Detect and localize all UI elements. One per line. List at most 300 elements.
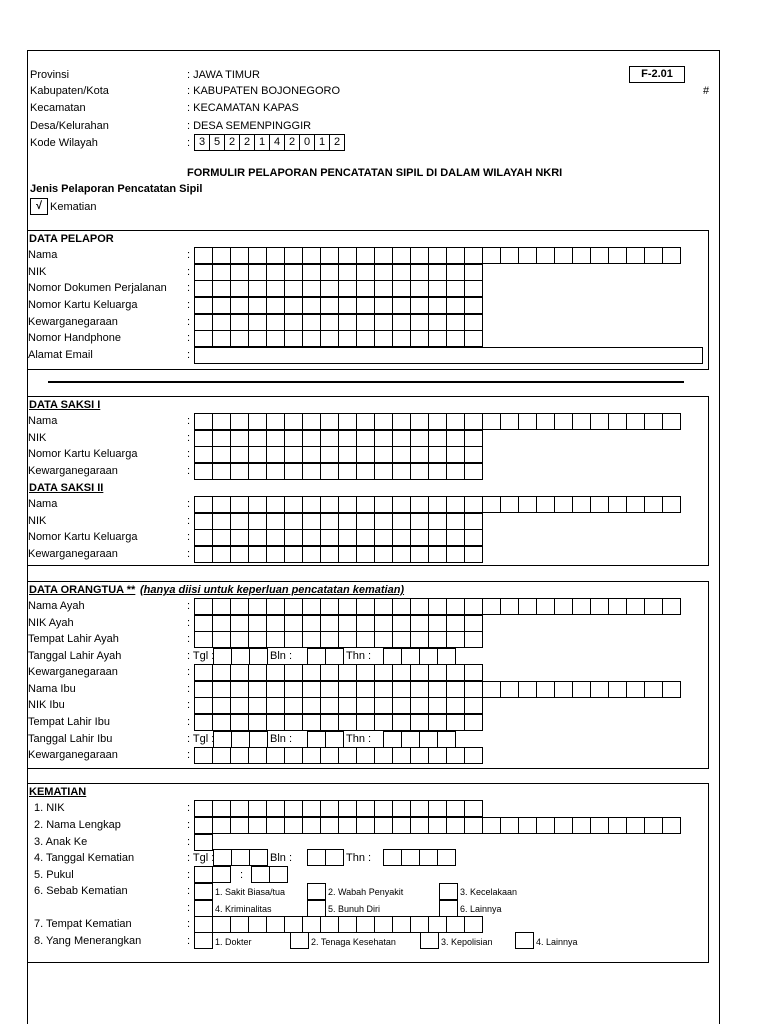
tgl-cells[interactable]	[213, 849, 268, 866]
input-cell[interactable]	[248, 631, 267, 648]
input-cell[interactable]	[410, 546, 429, 563]
menerangkan-option-box[interactable]	[515, 932, 534, 949]
input-cell[interactable]	[302, 747, 321, 764]
input-cell[interactable]	[437, 849, 456, 866]
input-cell[interactable]	[212, 446, 231, 463]
input-cell[interactable]	[284, 800, 303, 817]
input-cell[interactable]	[428, 664, 447, 681]
input-cell[interactable]	[249, 648, 268, 665]
input-cell[interactable]	[266, 330, 285, 347]
input-cell[interactable]	[230, 314, 249, 331]
input-cell[interactable]	[212, 546, 231, 563]
input-cell[interactable]	[302, 546, 321, 563]
input-cell[interactable]	[662, 247, 681, 264]
input-cell[interactable]	[325, 849, 344, 866]
input-cell[interactable]	[662, 817, 681, 834]
input-cell[interactable]	[356, 297, 375, 314]
input-cell[interactable]	[518, 247, 537, 264]
input-cell[interactable]	[230, 280, 249, 297]
input-cell[interactable]	[266, 546, 285, 563]
input-cell[interactable]	[266, 413, 285, 430]
input-cell[interactable]	[572, 598, 591, 615]
input-cell[interactable]	[212, 800, 231, 817]
input-cell[interactable]	[419, 849, 438, 866]
input-cell[interactable]	[302, 247, 321, 264]
input-cell[interactable]	[338, 314, 357, 331]
input-cell[interactable]	[356, 631, 375, 648]
input-cell[interactable]	[194, 800, 213, 817]
input-cell[interactable]	[662, 496, 681, 513]
input-cell[interactable]	[266, 631, 285, 648]
thn-cells[interactable]	[383, 648, 456, 665]
input-cell[interactable]	[302, 817, 321, 834]
kematian-checkbox[interactable]: √	[30, 198, 48, 215]
input-cell[interactable]	[446, 800, 465, 817]
input-cell[interactable]	[464, 413, 483, 430]
input-cell[interactable]	[338, 714, 357, 731]
input-cell[interactable]	[464, 800, 483, 817]
input-cell[interactable]	[302, 280, 321, 297]
input-cell[interactable]	[536, 496, 555, 513]
input-cell[interactable]	[392, 330, 411, 347]
input-cell[interactable]	[194, 430, 213, 447]
input-cell[interactable]	[464, 546, 483, 563]
menit-cells[interactable]	[251, 866, 288, 883]
input-cell[interactable]	[608, 598, 627, 615]
input-cell[interactable]	[536, 817, 555, 834]
input-cell[interactable]	[338, 546, 357, 563]
input-cell[interactable]	[554, 496, 573, 513]
thn-cells[interactable]	[383, 849, 456, 866]
input-cell[interactable]	[248, 664, 267, 681]
input-cell[interactable]	[446, 664, 465, 681]
input-cell[interactable]	[464, 681, 483, 698]
input-cell[interactable]	[428, 247, 447, 264]
input-cell[interactable]	[338, 916, 357, 933]
input-cell[interactable]	[428, 747, 447, 764]
input-cell[interactable]	[248, 496, 267, 513]
field-input-cells[interactable]	[194, 330, 483, 347]
input-cell[interactable]	[356, 430, 375, 447]
input-cell[interactable]	[338, 496, 357, 513]
input-cell[interactable]	[590, 247, 609, 264]
input-cell[interactable]	[212, 413, 231, 430]
input-cell[interactable]	[284, 297, 303, 314]
input-cell[interactable]	[356, 747, 375, 764]
input-cell[interactable]	[392, 598, 411, 615]
input-cell[interactable]	[320, 631, 339, 648]
input-cell[interactable]	[284, 546, 303, 563]
input-cell[interactable]	[284, 413, 303, 430]
input-cell[interactable]	[446, 247, 465, 264]
input-cell[interactable]	[320, 916, 339, 933]
input-cell[interactable]	[338, 800, 357, 817]
input-cell[interactable]	[446, 916, 465, 933]
input-cell[interactable]	[428, 314, 447, 331]
input-cell[interactable]	[410, 631, 429, 648]
field-input-cells[interactable]	[194, 297, 483, 314]
input-cell[interactable]	[230, 430, 249, 447]
input-cell[interactable]	[464, 297, 483, 314]
input-cell[interactable]	[320, 247, 339, 264]
input-cell[interactable]	[212, 496, 231, 513]
input-cell[interactable]	[248, 681, 267, 698]
input-cell[interactable]	[266, 314, 285, 331]
field-input-cells[interactable]	[194, 314, 483, 331]
email-input[interactable]	[194, 347, 703, 364]
input-cell[interactable]	[482, 413, 501, 430]
input-cell[interactable]	[383, 731, 402, 748]
input-cell[interactable]	[392, 817, 411, 834]
input-cell[interactable]	[572, 496, 591, 513]
input-cell[interactable]	[626, 681, 645, 698]
input-cell[interactable]	[410, 615, 429, 632]
input-cell[interactable]	[212, 664, 231, 681]
input-cell[interactable]	[212, 714, 231, 731]
input-cell[interactable]	[307, 849, 326, 866]
input-cell[interactable]	[284, 430, 303, 447]
input-cell[interactable]	[194, 330, 213, 347]
input-cell[interactable]	[284, 513, 303, 530]
input-cell[interactable]	[446, 546, 465, 563]
input-cell[interactable]	[392, 615, 411, 632]
input-cell[interactable]	[383, 648, 402, 665]
input-cell[interactable]	[374, 714, 393, 731]
input-cell[interactable]	[248, 314, 267, 331]
input-cell[interactable]	[302, 697, 321, 714]
input-cell[interactable]	[194, 747, 213, 764]
menerangkan-option-box[interactable]	[194, 932, 213, 949]
input-cell[interactable]	[307, 900, 326, 917]
input-cell[interactable]	[626, 598, 645, 615]
input-cell[interactable]	[230, 513, 249, 530]
input-cell[interactable]	[212, 314, 231, 331]
input-cell[interactable]	[644, 413, 663, 430]
input-cell[interactable]	[410, 264, 429, 281]
input-cell[interactable]	[356, 463, 375, 480]
input-cell[interactable]	[194, 932, 213, 949]
input-cell[interactable]	[482, 247, 501, 264]
input-cell[interactable]	[356, 817, 375, 834]
input-cell[interactable]	[428, 330, 447, 347]
input-cell[interactable]	[356, 513, 375, 530]
input-cell[interactable]	[320, 681, 339, 698]
input-cell[interactable]	[608, 413, 627, 430]
jam-cells[interactable]	[194, 866, 231, 883]
input-cell[interactable]	[230, 664, 249, 681]
input-cell[interactable]	[446, 598, 465, 615]
input-cell[interactable]	[194, 247, 213, 264]
input-cell[interactable]	[374, 598, 393, 615]
input-cell[interactable]	[572, 681, 591, 698]
input-cell[interactable]	[212, 747, 231, 764]
input-cell[interactable]	[446, 529, 465, 546]
input-cell[interactable]	[464, 247, 483, 264]
input-cell[interactable]	[212, 513, 231, 530]
input-cell[interactable]	[662, 413, 681, 430]
menerangkan-option-box[interactable]	[290, 932, 309, 949]
input-cell[interactable]	[439, 883, 458, 900]
input-cell[interactable]	[374, 430, 393, 447]
input-cell[interactable]	[284, 714, 303, 731]
input-cell[interactable]	[356, 529, 375, 546]
input-cell[interactable]	[374, 513, 393, 530]
input-cell[interactable]	[428, 413, 447, 430]
input-cell[interactable]	[266, 264, 285, 281]
input-cell[interactable]	[464, 529, 483, 546]
input-cell[interactable]	[248, 817, 267, 834]
input-cell[interactable]	[374, 631, 393, 648]
input-cell[interactable]	[437, 731, 456, 748]
input-cell[interactable]	[266, 297, 285, 314]
input-cell[interactable]	[464, 496, 483, 513]
input-cell[interactable]	[446, 413, 465, 430]
input-cell[interactable]	[194, 264, 213, 281]
input-cell[interactable]	[439, 900, 458, 917]
input-cell[interactable]	[590, 598, 609, 615]
field-input-cells[interactable]	[194, 697, 483, 714]
field-input-cells[interactable]	[194, 463, 483, 480]
input-cell[interactable]	[230, 264, 249, 281]
input-cell[interactable]	[320, 598, 339, 615]
input-cell[interactable]	[644, 496, 663, 513]
input-cell[interactable]	[194, 664, 213, 681]
input-cell[interactable]	[590, 413, 609, 430]
input-cell[interactable]	[374, 463, 393, 480]
input-cell[interactable]	[212, 916, 231, 933]
field-input-cells[interactable]	[194, 631, 483, 648]
input-cell[interactable]	[230, 546, 249, 563]
sebab-option-box[interactable]	[307, 883, 326, 900]
input-cell[interactable]	[482, 496, 501, 513]
field-input-cells[interactable]	[194, 247, 681, 264]
field-input-cells[interactable]	[194, 280, 483, 297]
input-cell[interactable]	[284, 631, 303, 648]
input-cell[interactable]	[356, 446, 375, 463]
input-cell[interactable]	[446, 496, 465, 513]
input-cell[interactable]	[356, 615, 375, 632]
input-cell[interactable]	[248, 529, 267, 546]
input-cell[interactable]	[230, 529, 249, 546]
input-cell[interactable]	[320, 413, 339, 430]
input-cell[interactable]	[536, 413, 555, 430]
input-cell[interactable]	[320, 314, 339, 331]
field-input-cells[interactable]	[194, 513, 483, 530]
field-input-cells[interactable]	[194, 496, 681, 513]
input-cell[interactable]	[374, 747, 393, 764]
input-cell[interactable]	[428, 916, 447, 933]
input-cell[interactable]	[428, 496, 447, 513]
input-cell[interactable]	[392, 714, 411, 731]
input-cell[interactable]	[302, 631, 321, 648]
input-cell[interactable]	[392, 513, 411, 530]
input-cell[interactable]	[230, 330, 249, 347]
field-input-cells[interactable]	[194, 664, 483, 681]
input-cell[interactable]	[302, 264, 321, 281]
input-cell[interactable]	[284, 664, 303, 681]
input-cell[interactable]	[266, 247, 285, 264]
input-cell[interactable]	[446, 264, 465, 281]
input-cell[interactable]	[554, 413, 573, 430]
input-cell[interactable]	[608, 681, 627, 698]
input-cell[interactable]	[248, 513, 267, 530]
input-cell[interactable]	[230, 631, 249, 648]
input-cell[interactable]	[212, 264, 231, 281]
input-cell[interactable]	[302, 413, 321, 430]
input-cell[interactable]	[266, 463, 285, 480]
input-cell[interactable]	[338, 747, 357, 764]
input-cell[interactable]	[464, 330, 483, 347]
input-cell[interactable]	[302, 513, 321, 530]
input-cell[interactable]	[212, 463, 231, 480]
input-cell[interactable]	[194, 834, 213, 851]
input-cell[interactable]	[554, 598, 573, 615]
input-cell[interactable]	[248, 413, 267, 430]
input-cell[interactable]	[410, 314, 429, 331]
input-cell[interactable]	[284, 697, 303, 714]
input-cell[interactable]	[446, 697, 465, 714]
input-cell[interactable]	[554, 247, 573, 264]
input-cell[interactable]	[212, 631, 231, 648]
input-cell[interactable]	[307, 648, 326, 665]
input-cell[interactable]	[212, 681, 231, 698]
input-cell[interactable]	[338, 615, 357, 632]
input-cell[interactable]	[320, 496, 339, 513]
input-cell[interactable]	[392, 916, 411, 933]
input-cell[interactable]	[230, 681, 249, 698]
input-cell[interactable]	[231, 731, 250, 748]
input-cell[interactable]	[410, 463, 429, 480]
input-cell[interactable]	[392, 631, 411, 648]
input-cell[interactable]	[428, 714, 447, 731]
input-cell[interactable]	[410, 817, 429, 834]
input-cell[interactable]	[464, 463, 483, 480]
input-cell[interactable]	[356, 598, 375, 615]
input-cell[interactable]	[212, 697, 231, 714]
input-cell[interactable]	[482, 681, 501, 698]
input-cell[interactable]	[213, 731, 232, 748]
input-cell[interactable]	[212, 817, 231, 834]
tgl-cells[interactable]	[213, 731, 268, 748]
input-cell[interactable]	[392, 413, 411, 430]
input-cell[interactable]	[338, 513, 357, 530]
input-cell[interactable]	[284, 280, 303, 297]
input-cell[interactable]	[662, 598, 681, 615]
input-cell[interactable]	[464, 664, 483, 681]
input-cell[interactable]	[230, 446, 249, 463]
input-cell[interactable]	[374, 247, 393, 264]
input-cell[interactable]	[428, 546, 447, 563]
input-cell[interactable]	[428, 615, 447, 632]
input-cell[interactable]	[392, 430, 411, 447]
input-cell[interactable]	[284, 817, 303, 834]
input-cell[interactable]	[410, 413, 429, 430]
input-cell[interactable]	[500, 413, 519, 430]
input-cell[interactable]	[428, 463, 447, 480]
input-cell[interactable]	[338, 264, 357, 281]
input-cell[interactable]	[230, 297, 249, 314]
field-input-cells[interactable]	[194, 714, 483, 731]
input-cell[interactable]	[248, 446, 267, 463]
input-cell[interactable]	[212, 615, 231, 632]
input-cell[interactable]	[536, 598, 555, 615]
input-cell[interactable]	[518, 598, 537, 615]
input-cell[interactable]	[230, 615, 249, 632]
field-input-cells[interactable]	[194, 615, 483, 632]
input-cell[interactable]	[320, 546, 339, 563]
input-cell[interactable]	[194, 615, 213, 632]
input-cell[interactable]	[374, 546, 393, 563]
input-cell[interactable]	[230, 413, 249, 430]
input-cell[interactable]	[410, 513, 429, 530]
input-cell[interactable]	[284, 529, 303, 546]
input-cell[interactable]	[464, 747, 483, 764]
input-cell[interactable]	[572, 413, 591, 430]
input-cell[interactable]	[249, 849, 268, 866]
input-cell[interactable]	[212, 330, 231, 347]
input-cell[interactable]	[194, 866, 213, 883]
input-cell[interactable]	[464, 697, 483, 714]
input-cell[interactable]	[194, 280, 213, 297]
input-cell[interactable]	[536, 247, 555, 264]
input-cell[interactable]	[420, 932, 439, 949]
input-cell[interactable]	[194, 463, 213, 480]
input-cell[interactable]	[302, 681, 321, 698]
input-cell[interactable]	[392, 297, 411, 314]
input-cell[interactable]	[338, 297, 357, 314]
input-cell[interactable]	[320, 800, 339, 817]
input-cell[interactable]	[374, 615, 393, 632]
input-cell[interactable]	[320, 615, 339, 632]
input-cell[interactable]	[500, 496, 519, 513]
input-cell[interactable]	[338, 330, 357, 347]
input-cell[interactable]	[518, 496, 537, 513]
input-cell[interactable]	[410, 747, 429, 764]
field-input-cells[interactable]	[194, 529, 483, 546]
input-cell[interactable]	[626, 817, 645, 834]
input-cell[interactable]	[392, 747, 411, 764]
input-cell[interactable]	[248, 330, 267, 347]
input-cell[interactable]	[356, 546, 375, 563]
input-cell[interactable]	[302, 800, 321, 817]
input-cell[interactable]	[302, 598, 321, 615]
input-cell[interactable]	[446, 280, 465, 297]
input-cell[interactable]	[374, 817, 393, 834]
input-cell[interactable]	[590, 496, 609, 513]
input-cell[interactable]	[626, 247, 645, 264]
input-cell[interactable]	[212, 247, 231, 264]
input-cell[interactable]	[302, 430, 321, 447]
input-cell[interactable]	[248, 280, 267, 297]
input-cell[interactable]	[410, 916, 429, 933]
input-cell[interactable]	[446, 681, 465, 698]
input-cell[interactable]	[320, 664, 339, 681]
input-cell[interactable]	[266, 664, 285, 681]
input-cell[interactable]	[464, 264, 483, 281]
input-cell[interactable]	[248, 598, 267, 615]
input-cell[interactable]	[320, 817, 339, 834]
sebab-option-box[interactable]	[307, 900, 326, 917]
input-cell[interactable]	[248, 697, 267, 714]
input-cell[interactable]	[266, 714, 285, 731]
input-cell[interactable]	[266, 598, 285, 615]
input-cell[interactable]	[212, 430, 231, 447]
input-cell[interactable]	[428, 800, 447, 817]
input-cell[interactable]	[194, 697, 213, 714]
input-cell[interactable]	[464, 430, 483, 447]
input-cell[interactable]	[356, 916, 375, 933]
input-cell[interactable]	[230, 247, 249, 264]
